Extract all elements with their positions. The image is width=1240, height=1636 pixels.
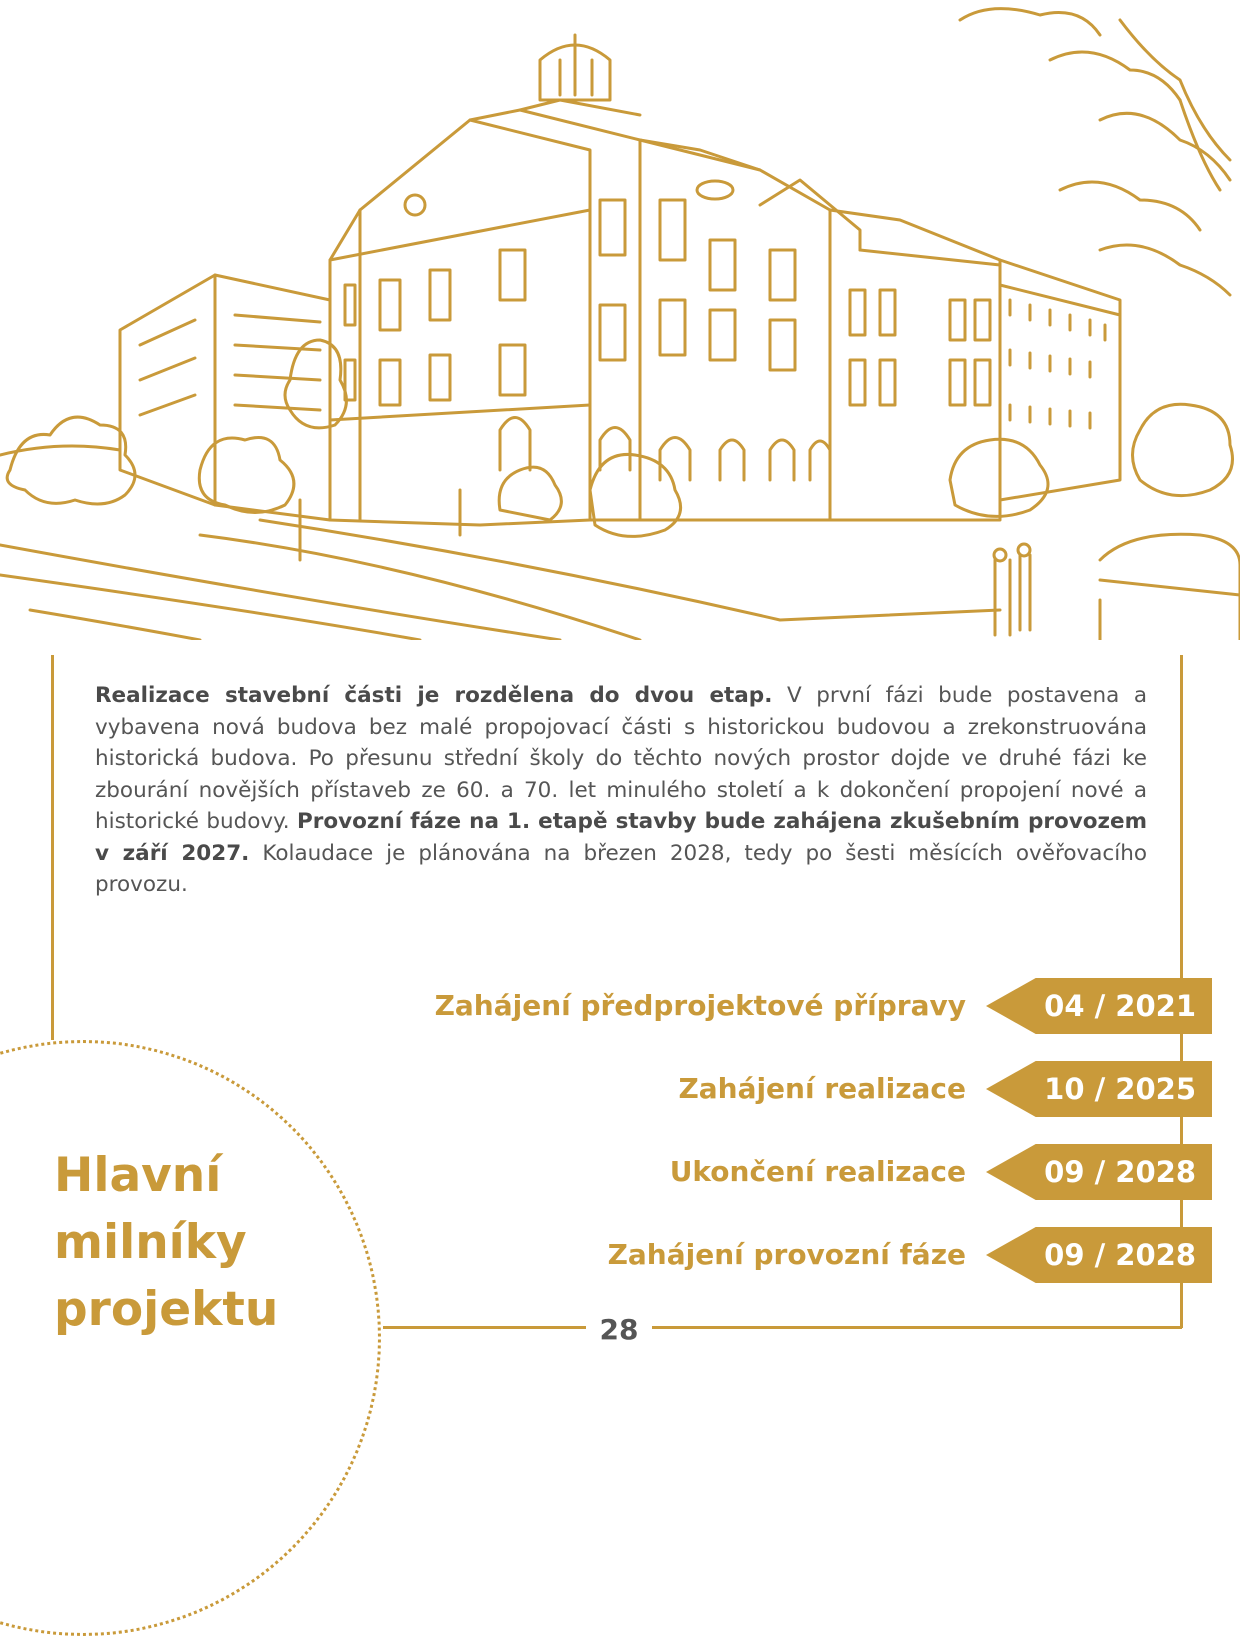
milestone-item bbox=[300, 1061, 1212, 1117]
intro-paragraph bbox=[95, 680, 1147, 901]
intro-bold-1: Realizace stavební části je rozdělena do dvou etap. bbox=[95, 683, 773, 708]
milestone-label: Zahájení předprojektové přípravy bbox=[434, 989, 966, 1022]
milestone-label: Ukončení realizace bbox=[669, 1155, 966, 1188]
frame-line-bottom-right bbox=[652, 1326, 1182, 1329]
milestone-date: 04 / 2021 bbox=[1044, 989, 1196, 1023]
building-illustration bbox=[0, 0, 1240, 640]
milestone-date: 09 / 2028 bbox=[1044, 1155, 1196, 1189]
intro-text-1: V první fázi bude postavena a vybavena nová budova bez malé propojovací části s historickou budovou a zrekonstruována historická budova. Po přesunu střední školy do těchto nových prostor dojde ve druhé fázi ke zbourání novějších přístaveb ze 60. a 70. let minulého století a k dokončení propojení nové a historické budovy. bbox=[95, 683, 1147, 834]
milestones-heading bbox=[54, 1142, 278, 1343]
milestone-item bbox=[300, 1144, 1212, 1200]
milestone-date: 10 / 2025 bbox=[1044, 1072, 1196, 1106]
intro-text-2: Kolaudace je plánována na březen 2028, tedy po šesti měsících ověřovacího provozu. bbox=[95, 840, 1147, 897]
intro-bold-2: Provozní fáze na 1. etapě stavby bude zahájena zkušebním provozem v září 2027. bbox=[95, 809, 1148, 866]
frame-line-bottom-left bbox=[383, 1326, 586, 1329]
page-number: 28 bbox=[599, 1313, 639, 1346]
heading-line-2: milníky bbox=[54, 1215, 247, 1270]
milestone-date: 09 / 2028 bbox=[1044, 1238, 1196, 1272]
heading-line-1: Hlavní bbox=[54, 1148, 222, 1203]
heading-line-3: projektu bbox=[54, 1282, 279, 1337]
milestone-label: Zahájení realizace bbox=[678, 1072, 966, 1105]
milestone-item bbox=[300, 1227, 1212, 1283]
milestone-label: Zahájení provozní fáze bbox=[607, 1238, 966, 1271]
milestone-item bbox=[300, 978, 1212, 1034]
frame-line-left bbox=[51, 655, 54, 1040]
